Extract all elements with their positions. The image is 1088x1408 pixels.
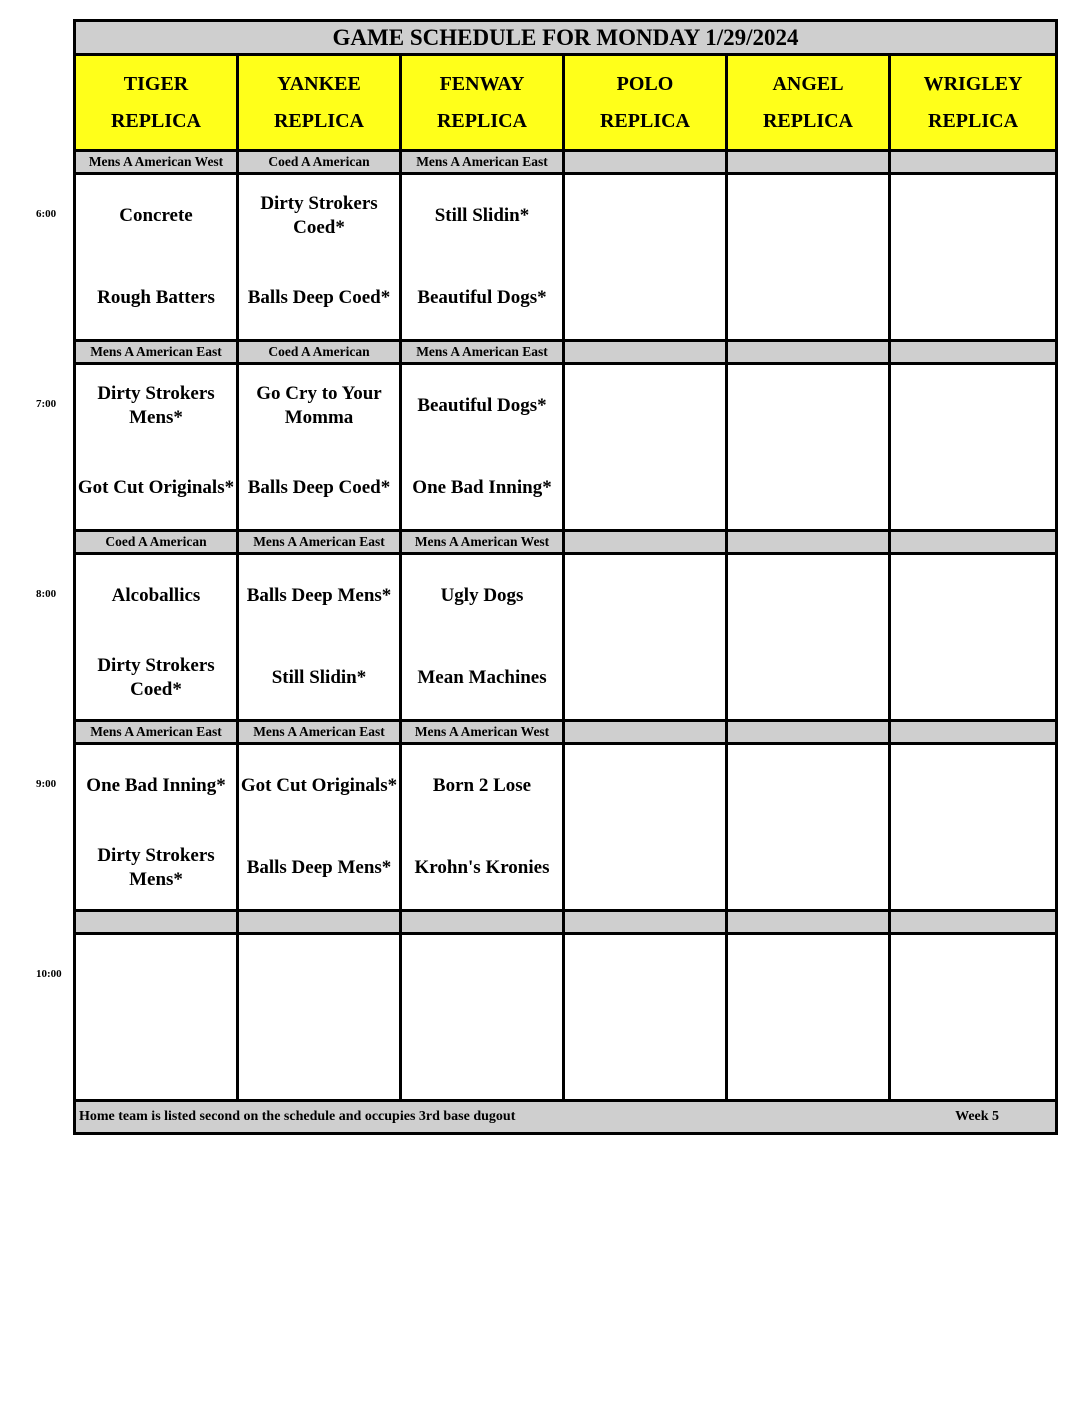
home-team-cell	[401, 1017, 564, 1101]
division-row	[75, 911, 1057, 934]
schedule-table	[73, 19, 1058, 1135]
division-label: Mens A American East	[238, 531, 401, 554]
field-name: ANGEL	[772, 72, 844, 95]
away-team-row	[75, 174, 1057, 258]
away-team-cell	[564, 744, 727, 828]
home-team-cell: Dirty Strokers Mens*	[75, 827, 238, 911]
time-label: 9:00	[36, 778, 57, 791]
division-label	[564, 911, 727, 934]
away-team-cell	[890, 554, 1057, 638]
week-label: Week 5	[955, 1109, 1000, 1124]
field-header-angel	[727, 55, 890, 151]
home-team-row	[75, 827, 1057, 911]
division-label	[564, 151, 727, 174]
home-team-cell: One Bad Inning*	[401, 447, 564, 531]
away-team-row	[75, 364, 1057, 448]
field-type: REPLICA	[762, 109, 853, 132]
field-header-tiger	[75, 55, 238, 151]
division-row	[75, 151, 1057, 174]
away-team-cell	[75, 934, 238, 1018]
division-label	[75, 911, 238, 934]
division-label	[890, 911, 1057, 934]
home-team-cell: Balls Deep Coed*	[238, 257, 401, 341]
home-team-cell	[727, 1017, 890, 1101]
away-team-cell: Ugly Dogs	[401, 554, 564, 638]
home-team-cell	[564, 637, 727, 721]
home-team-cell	[727, 827, 890, 911]
home-team-row	[75, 1017, 1057, 1101]
away-team-cell: Got Cut Originals*	[238, 744, 401, 828]
footer-note: Home team is listed second on the schedule and occupies 3rd base dugout	[79, 1109, 516, 1124]
away-team-cell: Dirty Strokers Mens*	[75, 364, 238, 448]
away-team-cell	[890, 744, 1057, 828]
division-label: Mens A American East	[401, 341, 564, 364]
away-team-cell	[727, 174, 890, 258]
home-team-cell	[564, 447, 727, 531]
away-team-cell	[727, 554, 890, 638]
home-team-cell: Krohn's Kronies	[401, 827, 564, 911]
division-label	[727, 531, 890, 554]
home-team-cell	[727, 257, 890, 341]
home-team-cell	[890, 1017, 1057, 1101]
away-team-cell	[564, 174, 727, 258]
home-team-cell	[564, 827, 727, 911]
division-label: Mens A American West	[401, 721, 564, 744]
home-team-cell: Mean Machines	[401, 637, 564, 721]
away-team-cell: Dirty Strokers Coed*	[238, 174, 401, 258]
away-team-cell: Balls Deep Mens*	[238, 554, 401, 638]
time-label: 8:00	[36, 588, 57, 601]
away-team-cell: Still Slidin*	[401, 174, 564, 258]
away-team-cell	[727, 744, 890, 828]
division-label	[238, 911, 401, 934]
division-label: Coed A American	[238, 341, 401, 364]
home-team-cell	[238, 1017, 401, 1101]
away-team-cell	[564, 554, 727, 638]
field-header-fenway	[401, 55, 564, 151]
home-team-cell	[890, 827, 1057, 911]
away-team-cell	[890, 934, 1057, 1018]
away-team-row	[75, 934, 1057, 1018]
page-title: GAME SCHEDULE FOR MONDAY 1/29/2024	[75, 21, 1057, 55]
home-team-cell	[890, 257, 1057, 341]
field-name: WRIGLEY	[923, 72, 1023, 95]
home-team-row	[75, 447, 1057, 531]
away-team-cell	[890, 174, 1057, 258]
home-team-cell: Rough Batters	[75, 257, 238, 341]
home-team-row	[75, 257, 1057, 341]
home-team-cell: Still Slidin*	[238, 637, 401, 721]
division-label: Mens A American East	[75, 721, 238, 744]
field-name: POLO	[616, 72, 674, 95]
home-team-cell	[75, 1017, 238, 1101]
division-label: Mens A American West	[401, 531, 564, 554]
division-label	[727, 721, 890, 744]
division-label: Coed A American	[75, 531, 238, 554]
away-team-cell	[564, 364, 727, 448]
home-team-cell	[727, 447, 890, 531]
field-name: FENWAY	[439, 72, 525, 95]
division-label: Mens A American East	[401, 151, 564, 174]
field-type: REPLICA	[110, 109, 201, 132]
away-team-row	[75, 744, 1057, 828]
away-team-row	[75, 554, 1057, 638]
division-label	[564, 341, 727, 364]
division-label	[401, 911, 564, 934]
away-team-cell: One Bad Inning*	[75, 744, 238, 828]
away-team-cell	[564, 934, 727, 1018]
division-label	[564, 531, 727, 554]
field-type: REPLICA	[273, 109, 364, 132]
field-type: REPLICA	[436, 109, 527, 132]
division-label	[890, 151, 1057, 174]
division-label	[890, 721, 1057, 744]
field-header-wrigley	[890, 55, 1057, 151]
division-label	[890, 341, 1057, 364]
footer	[75, 1101, 1057, 1134]
time-label: 10:00	[36, 968, 62, 981]
home-team-cell	[564, 1017, 727, 1101]
away-team-cell	[890, 364, 1057, 448]
away-team-cell	[727, 364, 890, 448]
division-label	[727, 341, 890, 364]
field-header-polo	[564, 55, 727, 151]
division-row	[75, 721, 1057, 744]
home-team-cell: Got Cut Originals*	[75, 447, 238, 531]
division-label	[564, 721, 727, 744]
division-label: Mens A American East	[238, 721, 401, 744]
away-team-cell: Born 2 Lose	[401, 744, 564, 828]
home-team-cell	[564, 257, 727, 341]
division-row	[75, 341, 1057, 364]
field-name: YANKEE	[277, 72, 361, 95]
field-type: REPLICA	[928, 109, 1019, 132]
home-team-cell: Balls Deep Mens*	[238, 827, 401, 911]
away-team-cell: Alcoballics	[75, 554, 238, 638]
home-team-row	[75, 637, 1057, 721]
home-team-cell: Balls Deep Coed*	[238, 447, 401, 531]
home-team-cell: Dirty Strokers Coed*	[75, 637, 238, 721]
division-label	[727, 151, 890, 174]
away-team-cell: Go Cry to Your Momma	[238, 364, 401, 448]
field-header-yankee	[238, 55, 401, 151]
time-label: 6:00	[36, 208, 57, 221]
division-label	[890, 531, 1057, 554]
field-type: REPLICA	[599, 109, 690, 132]
away-team-cell	[401, 934, 564, 1018]
away-team-cell: Concrete	[75, 174, 238, 258]
division-label: Mens A American East	[75, 341, 238, 364]
division-row	[75, 531, 1057, 554]
away-team-cell: Beautiful Dogs*	[401, 364, 564, 448]
home-team-cell	[727, 637, 890, 721]
division-label: Mens A American West	[75, 151, 238, 174]
home-team-cell: Beautiful Dogs*	[401, 257, 564, 341]
home-team-cell	[890, 447, 1057, 531]
field-name: TIGER	[123, 72, 189, 95]
away-team-cell	[238, 934, 401, 1018]
time-label: 7:00	[36, 398, 57, 411]
home-team-cell	[890, 637, 1057, 721]
division-label: Coed A American	[238, 151, 401, 174]
division-label	[727, 911, 890, 934]
away-team-cell	[727, 934, 890, 1018]
schedule-sheet	[73, 19, 1055, 1135]
